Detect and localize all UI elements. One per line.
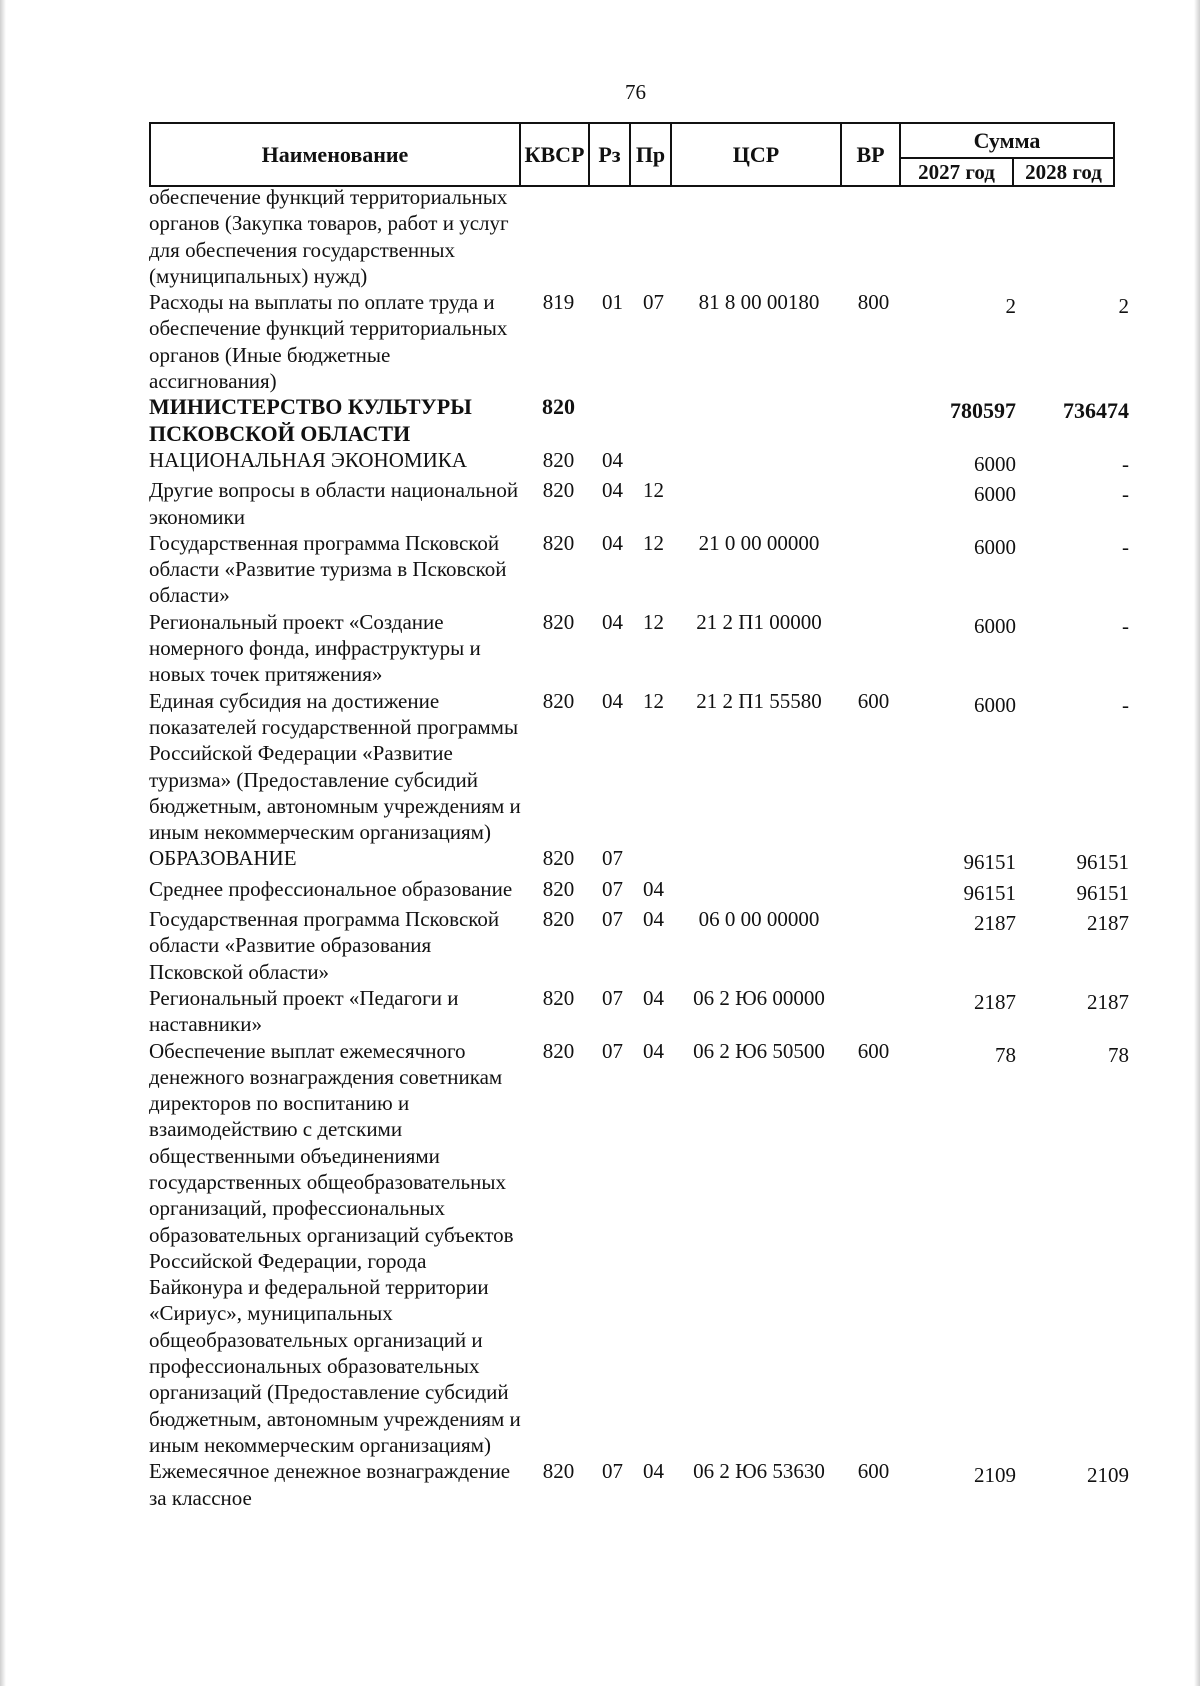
table-row [149, 184, 1129, 289]
cell-rz [592, 184, 633, 289]
cell-rz: 07 [602, 1459, 623, 1484]
cell-pr: 12 [643, 478, 664, 503]
table-row [149, 289, 1129, 394]
cell-csr: 06 0 00 00000 [698, 907, 820, 932]
cell-name: Государственная программа Псковской области «Развитие туризма в Псковской области» [149, 530, 507, 608]
cell-pr [633, 845, 674, 875]
cell-pr: 04 [643, 876, 664, 901]
cell-name: Ежемесячное денежное вознаграждение за классное [149, 1459, 511, 1510]
cell-vr: 800 [857, 290, 890, 315]
table-row [149, 845, 1129, 875]
cell-y2: - [1122, 482, 1129, 507]
cell-kvsr: 820 [542, 1038, 575, 1063]
cell-name: ОБРАЗОВАНИЕ [149, 846, 297, 871]
cell-y1: 6000 [974, 613, 1016, 638]
cell-vr [844, 609, 903, 688]
table-header [149, 122, 1115, 187]
header-sum: Сумма [900, 123, 1114, 158]
cell-y1: 2 [1005, 294, 1016, 319]
cell-y2: 96151 [1076, 880, 1129, 905]
header-csr: ЦСР [671, 123, 841, 186]
cell-y2: 2187 [1087, 989, 1129, 1014]
cell-y2 [1028, 184, 1129, 289]
cell-y1 [903, 184, 1028, 289]
table-row [149, 1458, 1129, 1511]
cell-y1: 2187 [974, 911, 1016, 936]
cell-csr: 21 0 00 00000 [698, 530, 820, 555]
cell-y1: 6000 [974, 692, 1016, 717]
table-row [149, 609, 1129, 688]
cell-y1: 780597 [950, 398, 1016, 424]
cell-pr: 04 [643, 1038, 664, 1063]
cell-y2: - [1122, 534, 1129, 559]
cell-name: Региональный проект «Педагоги и наставники» [149, 985, 459, 1037]
cell-csr [674, 477, 844, 530]
cell-kvsr: 820 [542, 985, 575, 1010]
cell-csr: 21 2 П1 00000 [696, 609, 822, 634]
cell-kvsr: 820 [542, 530, 575, 555]
cell-csr [674, 184, 844, 289]
cell-pr: 12 [643, 609, 664, 634]
cell-y2: 96151 [1076, 850, 1129, 875]
cell-vr [844, 845, 903, 875]
header-pr: Пр [630, 123, 671, 186]
table-row [149, 477, 1129, 530]
cell-name: Среднее профессиональное образование [149, 876, 513, 901]
cell-rz: 07 [602, 985, 623, 1010]
cell-rz: 01 [602, 290, 623, 315]
cell-csr [674, 876, 844, 906]
cell-y2: - [1122, 613, 1129, 638]
table-row [149, 530, 1129, 609]
cell-name: Государственная программа Псковской области «Развитие образования Псковской области» [149, 907, 500, 984]
cell-rz: 07 [602, 876, 623, 901]
cell-kvsr: 820 [542, 876, 575, 901]
cell-y2: 2109 [1087, 1463, 1129, 1488]
cell-csr [674, 394, 844, 447]
cell-pr: 04 [643, 907, 664, 932]
cell-name: Расходы на выплаты по оплате труда и обеспечение функций территориальных органов (Иные бюджетные ассигнования) [149, 290, 508, 394]
table-row [149, 394, 1129, 447]
table-row [149, 906, 1129, 985]
cell-y1: 6000 [974, 534, 1016, 559]
header-year-2028: 2028 год [1013, 158, 1114, 186]
cell-vr: 600 [857, 1459, 890, 1484]
budget-table [149, 184, 1129, 1511]
cell-name: НАЦИОНАЛЬНАЯ ЭКОНОМИКА [149, 447, 467, 472]
cell-vr [844, 906, 903, 985]
cell-kvsr: 820 [542, 846, 575, 871]
cell-name: Обеспечение выплат ежемесячного денежного вознаграждения советникам директоров по воспитанию и взаимодействию с детскими общественными объединениями государственных общеобразовательных организаций, профессиональных образовательных организаций субъектов Российской Федерации, города Байконура и федеральной территории «Сириус», муниципальных общеобразовательных организаций и профессиональных образовательных организаций (Предоставление субсидий бюджетным, автономным учреждениям и иным некоммерческим организациям) [149, 1038, 521, 1457]
cell-csr [674, 845, 844, 875]
cell-y1: 78 [995, 1042, 1016, 1067]
cell-csr: 21 2 П1 55580 [696, 688, 822, 713]
table-row [149, 876, 1129, 906]
cell-y2: 2187 [1087, 911, 1129, 936]
cell-kvsr: 820 [542, 688, 575, 713]
cell-name: обеспечение функций территориальных органов (Закупка товаров, работ и услуг для обеспечения государственных (муниципальных) нужд) [149, 185, 509, 288]
table-row [149, 447, 1129, 477]
cell-pr: 12 [643, 688, 664, 713]
cell-vr [844, 447, 903, 477]
cell-y1: 2187 [974, 989, 1016, 1014]
cell-y2: 736474 [1063, 398, 1129, 424]
header-rz: Рз [589, 123, 630, 186]
cell-pr: 12 [643, 530, 664, 555]
header-vr: ВР [841, 123, 900, 186]
table-row [149, 985, 1129, 1038]
table-row [149, 1038, 1129, 1459]
cell-pr: 04 [643, 1459, 664, 1484]
cell-vr: 600 [857, 1038, 890, 1063]
cell-kvsr: 820 [542, 478, 575, 503]
cell-y1: 6000 [974, 482, 1016, 507]
table-row [149, 688, 1129, 846]
cell-name: Единая субсидия на достижение показателей государственной программы Российской Федерации «Развитие туризма» (Предоставление субсидий бюджетным, автономным учреждениям и иным некоммерческим организациям) [149, 688, 521, 845]
header-kvsr: КВСР [520, 123, 589, 186]
cell-kvsr: 820 [542, 1459, 575, 1484]
scan-edge-right [1194, 0, 1200, 1686]
cell-csr: 06 2 Ю6 50500 [693, 1038, 825, 1063]
cell-vr [844, 985, 903, 1038]
cell-pr [633, 184, 674, 289]
cell-vr [844, 394, 903, 447]
header-name: Наименование [150, 123, 520, 186]
cell-pr [633, 394, 674, 447]
cell-name: МИНИСТЕРСТВО КУЛЬТУРЫ ПСКОВСКОЙ ОБЛАСТИ [149, 394, 472, 446]
cell-pr: 07 [643, 290, 664, 315]
cell-kvsr: 820 [542, 609, 575, 634]
cell-rz: 07 [602, 1038, 623, 1063]
cell-kvsr: 820 [542, 394, 575, 420]
cell-kvsr: 819 [542, 290, 575, 315]
cell-rz [592, 394, 633, 447]
cell-vr [844, 530, 903, 609]
cell-pr: 04 [643, 985, 664, 1010]
cell-rz: 04 [602, 530, 623, 555]
cell-y2: - [1122, 692, 1129, 717]
cell-y1: 2109 [974, 1463, 1016, 1488]
cell-csr [674, 447, 844, 477]
cell-y2: 2 [1118, 294, 1129, 319]
cell-vr [844, 477, 903, 530]
cell-csr: 81 8 00 00180 [698, 290, 820, 315]
cell-y2: - [1122, 451, 1129, 476]
cell-kvsr [525, 184, 592, 289]
cell-rz: 04 [602, 688, 623, 713]
cell-rz: 07 [602, 846, 623, 871]
cell-name: Региональный проект «Создание номерного фонда, инфраструктуры и новых точек притяжения» [149, 609, 481, 687]
header-year-2027: 2027 год [900, 158, 1013, 186]
cell-y1: 6000 [974, 451, 1016, 476]
cell-vr [844, 184, 903, 289]
page-number: 76 [625, 80, 646, 104]
cell-kvsr: 820 [542, 907, 575, 932]
cell-rz: 04 [602, 609, 623, 634]
cell-rz: 04 [602, 478, 623, 503]
cell-pr [633, 447, 674, 477]
cell-y2: 78 [1108, 1042, 1129, 1067]
cell-rz: 04 [602, 447, 623, 472]
cell-vr [844, 876, 903, 906]
cell-y1: 96151 [963, 850, 1016, 875]
cell-kvsr: 820 [542, 447, 575, 472]
cell-rz: 07 [602, 907, 623, 932]
cell-csr: 06 2 Ю6 00000 [693, 985, 825, 1010]
cell-csr: 06 2 Ю6 53630 [693, 1459, 825, 1484]
cell-vr: 600 [857, 688, 890, 713]
scan-edge-left [0, 0, 6, 1686]
cell-y1: 96151 [963, 880, 1016, 905]
cell-name: Другие вопросы в области национальной экономики [149, 478, 519, 529]
